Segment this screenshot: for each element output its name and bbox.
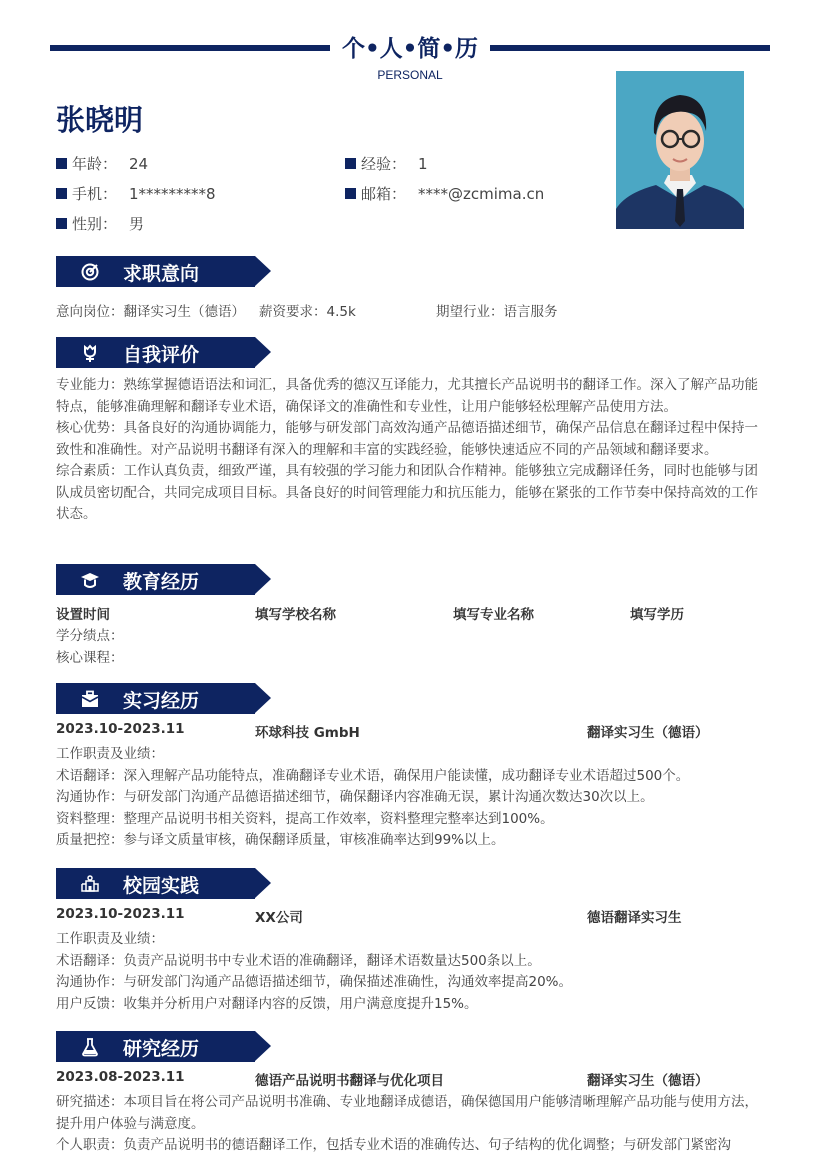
research-details: [56, 1092, 768, 1157]
campus-company: XX公司: [255, 910, 303, 926]
duties-label: 工作职责及业绩：: [56, 931, 164, 947]
info-label: 邮箱：: [361, 185, 407, 203]
section-title: 教育经历: [123, 571, 200, 593]
campus-header-row: [56, 906, 768, 928]
info-label: 手机：: [72, 185, 118, 203]
bullet-square-icon: [56, 158, 67, 169]
duty-item: 术语翻译：深入理解产品功能特点，准确翻译专业术语，确保用户能读懂，成功翻译专业术语超过500个。: [56, 767, 690, 784]
document-title: 个•人•简•历: [341, 36, 479, 62]
document-subtitle: PERSONAL: [377, 68, 443, 82]
duty-item: 沟通协作：与研发部门沟通产品德语描述细节，确保翻译内容准确无误，累计沟通次数达30次以上。: [56, 789, 654, 805]
education-courses: 核心课程：: [56, 649, 124, 666]
education-degree: 填写学历: [630, 607, 684, 623]
self-eval-paragraph: 核心优势：具备良好的沟通协调能力，能够与研发部门高效沟通产品德语描述细节，确保产品信息在翻译过程中保持一致性和准确性。对产品说明书翻译有深入的理解和丰富的实践经验，能够快速适应不同的产品领域和翻译要求。: [56, 420, 758, 458]
education-row: [56, 603, 768, 625]
bullet-square-icon: [345, 188, 356, 199]
title-divider-left: [50, 45, 330, 51]
duty-item: 沟通协作：与研发部门沟通产品德语描述细节，确保描述准确性，沟通效率提高20%。: [56, 974, 573, 990]
section-title: 自我评价: [123, 344, 200, 366]
section-title: 校园实践: [123, 875, 200, 897]
internship-header-row: [56, 721, 768, 743]
intent-salary: 薪资要求：4.5k: [259, 304, 356, 320]
section-header-intent: [56, 256, 271, 287]
profile-photo: [616, 71, 744, 229]
title-divider-right: [490, 45, 770, 51]
school-building-icon: [80, 874, 100, 894]
bullet-square-icon: [56, 188, 67, 199]
info-age: [56, 153, 148, 174]
research-description: 研究描述：本项目旨在将公司产品说明书准确、专业地翻译成德语，确保德国用户能够清晰理解产品功能与使用方法，提升用户体验与满意度。: [56, 1094, 758, 1132]
info-email: [345, 183, 544, 204]
self-eval-paragraph: 专业能力：熟练掌握德语语法和词汇，具备优秀的德汉互译能力，尤其擅长产品说明书的翻译工作。深入了解产品功能特点，能够准确理解和翻译专业术语，确保译文的准确性和专业性，让用户能够轻松理解产品使用方法。: [56, 377, 758, 415]
section-header-education: [56, 564, 271, 595]
duty-item: 术语翻译：负责产品说明书中专业术语的准确翻译，翻译术语数量达500条以上。: [56, 952, 541, 969]
graduation-cap-icon: [80, 570, 100, 590]
self-eval-paragraph: 综合素质：工作认真负责，细致严谨，具有较强的学习能力和团队合作精神。能够独立完成翻译任务，同时也能够与团队成员密切配合，共同完成项目目标。具备良好的时间管理能力和抗压能力，能够在紧张的工作节奏中保持高效的工作状态。: [56, 463, 758, 522]
section-title: 实习经历: [123, 690, 200, 712]
flower-icon: [80, 343, 100, 363]
info-label: 经验：: [361, 155, 407, 173]
duty-item: 资料整理：整理产品说明书相关资料，提高工作效率，资料整理完整率达到100%。: [56, 810, 554, 827]
self-eval-text: [56, 375, 768, 526]
info-value: 1*********8: [129, 184, 216, 203]
section-title: 求职意向: [123, 263, 200, 285]
info-gender: [56, 213, 144, 234]
education-school: 填写学校名称: [255, 607, 336, 623]
section-header-campus: [56, 868, 271, 899]
section-header-research: [56, 1031, 271, 1062]
internship-date: 2023.10-2023.11: [56, 721, 185, 737]
research-header-row: [56, 1069, 768, 1091]
briefcase-icon: [80, 689, 100, 709]
internship-role: 翻译实习生（德语）: [587, 725, 709, 741]
bullet-square-icon: [345, 158, 356, 169]
info-value: 1: [418, 154, 428, 173]
internship-company: 环球科技 GmbH: [255, 725, 360, 741]
duty-item: 质量把控：参与译文质量审核，确保翻译质量，审核准确率达到99%以上。: [56, 832, 505, 848]
info-experience: [345, 153, 428, 174]
internship-details: [56, 744, 768, 852]
intent-industry: 期望行业：语言服务: [436, 304, 558, 320]
duty-item: 用户反馈：收集并分析用户对翻译内容的反馈，用户满意度提升15%。: [56, 995, 478, 1012]
flask-icon: [80, 1037, 100, 1057]
education-gpa: 学分绩点：: [56, 628, 124, 644]
info-phone: [56, 183, 216, 204]
research-duty: 个人职责：负责产品说明书的德语翻译工作，包括专业术语的准确传达、句子结构的优化调整；与研发部门紧密沟: [56, 1137, 731, 1153]
info-label: 性别：: [72, 215, 118, 233]
intent-row: [56, 300, 768, 322]
info-value: 男: [129, 215, 145, 233]
education-time: 设置时间: [56, 607, 110, 623]
info-value: ****@zcmima.cn: [418, 184, 545, 203]
info-label: 年龄：: [72, 155, 118, 173]
research-date: 2023.08-2023.11: [56, 1069, 185, 1085]
education-major: 填写专业名称: [453, 607, 534, 623]
bullet-square-icon: [56, 218, 67, 229]
info-value: 24: [129, 154, 149, 173]
intent-position: 意向岗位：翻译实习生（德语）: [56, 304, 245, 320]
duties-label: 工作职责及业绩：: [56, 746, 164, 762]
target-icon: [80, 262, 100, 282]
section-title: 研究经历: [123, 1038, 200, 1060]
campus-role: 德语翻译实习生: [587, 910, 682, 926]
section-header-internship: [56, 683, 271, 714]
education-details: [56, 626, 768, 669]
research-role: 翻译实习生（德语）: [587, 1073, 709, 1089]
section-header-self-eval: [56, 337, 271, 368]
campus-details: [56, 929, 768, 1015]
campus-date: 2023.10-2023.11: [56, 906, 185, 922]
candidate-name: 张晓明: [56, 103, 144, 137]
research-project: 德语产品说明书翻译与优化项目: [255, 1073, 444, 1089]
